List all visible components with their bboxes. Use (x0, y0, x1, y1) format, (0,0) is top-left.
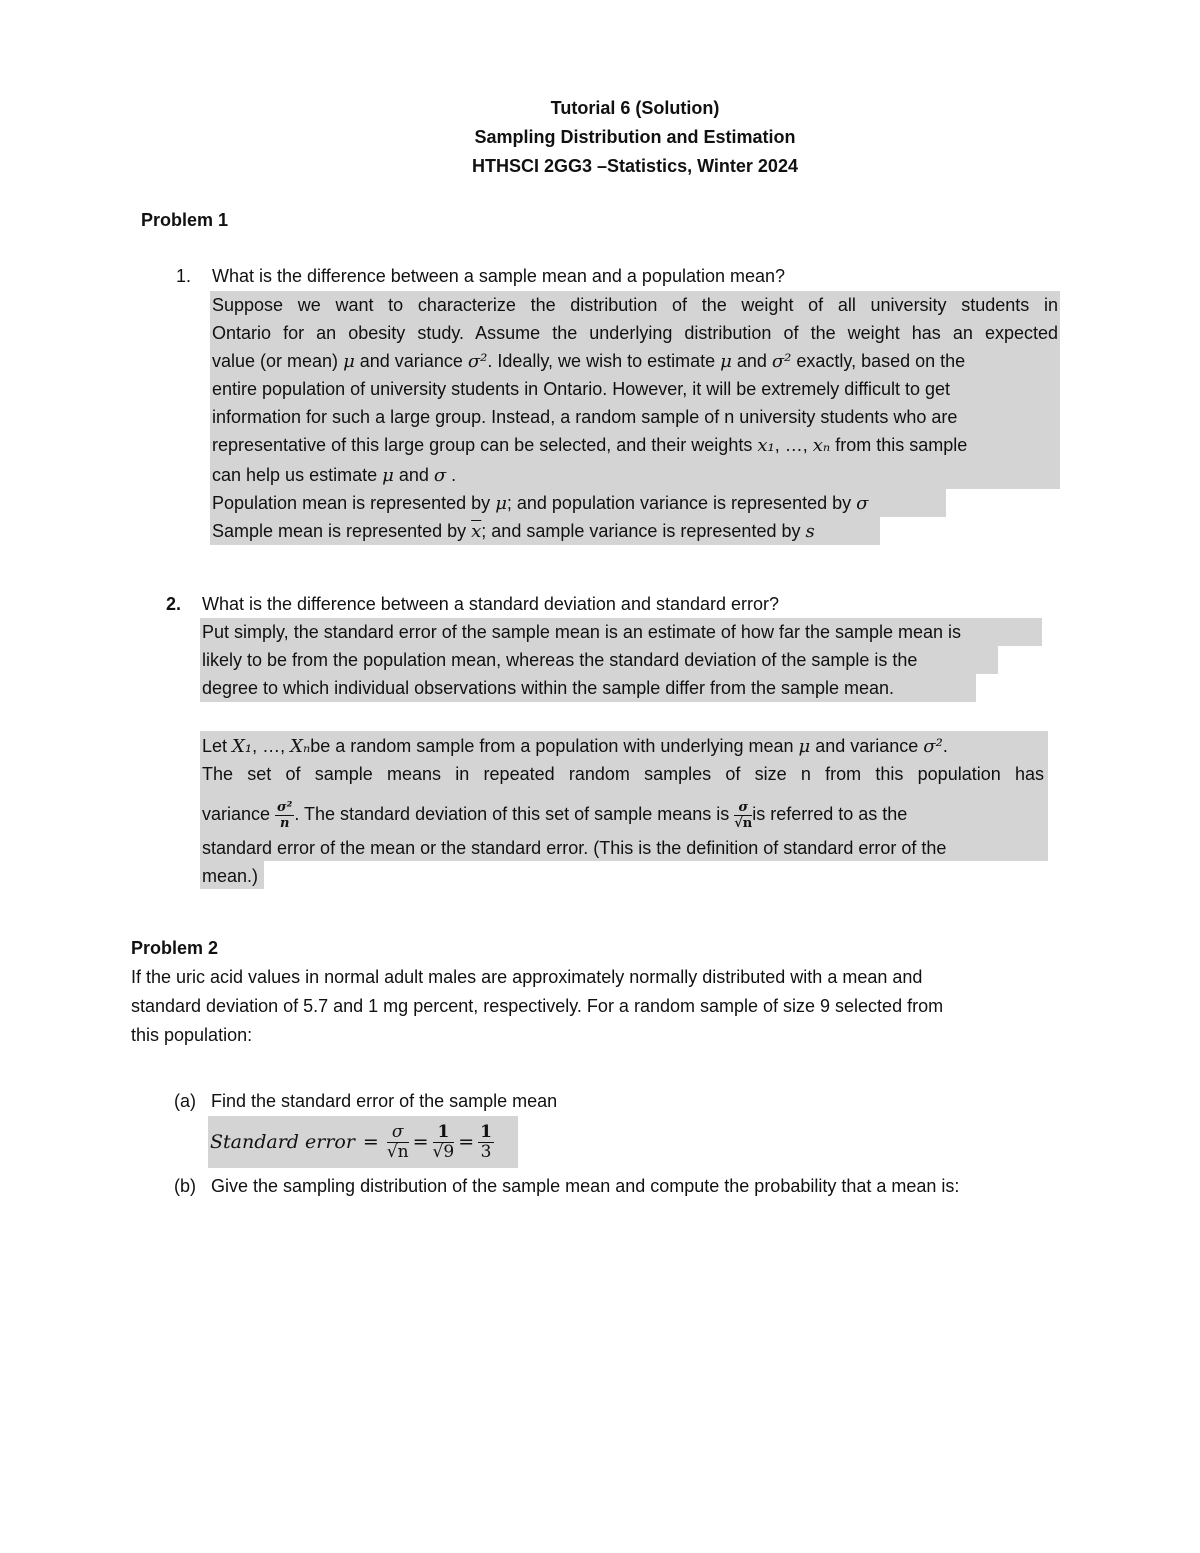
q1-question: What is the difference between a sample mean and a population mean? (212, 266, 786, 286)
std-error-fraction: $\frac{\sigma}{√n}$ (734, 799, 753, 831)
q1-answer-line9: Sample mean is represented by $\overline{x}$; and sample variance is represented by s (212, 521, 815, 542)
variance-fraction: $\frac{\text{σ²}}{n}$ (277, 799, 293, 831)
problem2-intro-line3: this population: (131, 1025, 253, 1045)
q1-answer-line5: information for such a large group. Instead, a random sample of n university students who are (212, 407, 958, 427)
q1-answer-line7: can help us estimate μ and σ . (212, 465, 457, 486)
q2-answer-line3: degree to which individual observations within the sample differ from the sample mean. (202, 678, 895, 698)
q2-number: 2. (166, 594, 182, 614)
problem2-intro-line1: If the uric acid values in normal adult males are approximately normally distributed with a mean and (131, 967, 923, 987)
part-b-text: Give the sampling distribution of the sample mean and compute the probability that a mean is: (211, 1176, 960, 1196)
standard-error-formula: Standard error = $\frac{\sigma}{√n}$ = $\frac{1}{√9}$ = $\frac{1}{3}$ (210, 1121, 492, 1162)
part-a-label: (a) (174, 1091, 196, 1111)
part-a-text: Find the standard error of the sample mean (211, 1091, 558, 1111)
q1-number: 1. (176, 266, 192, 286)
q1-answer-line1: Suppose we want to characterize the distribution of the weight of all university students in (212, 295, 1058, 315)
q2-def-line5: mean.) (202, 866, 259, 886)
q2-def-line4: standard error of the mean or the standard error. (This is the definition of standard error of the (202, 838, 947, 858)
problem1-heading: Problem 1 (141, 210, 229, 230)
q2-def-line1: Let X₁, …, Xₙbe a random sample from a population with underlying mean μ and variance σ². (202, 736, 948, 757)
q1-answer-line2: Ontario for an obesity study. Assume the underlying distribution of the weight has an expected (212, 323, 1058, 343)
doc-title: Tutorial 6 (Solution) (550, 98, 720, 118)
q2-answer-line1: Put simply, the standard error of the sample mean is an estimate of how far the sample mean is (202, 622, 962, 642)
q1-answer-line4: entire population of university students in Ontario. However, it will be extremely difficult to get (212, 379, 951, 399)
problem2-intro-line2: standard deviation of 5.7 and 1 mg percent, respectively. For a random sample of size 9 selected from (131, 996, 944, 1016)
q2-def-line3: variance $\frac{\text{σ²}}{n}$ . The standard deviation of this set of sample means is $\frac{\sigma}{√n}$ is referred to as the (202, 799, 908, 831)
q1-answer-line3: value (or mean) μ and variance σ². Ideally, we wish to estimate μ and σ² exactly, based on the (212, 351, 966, 372)
q1-answer-line8: Population mean is represented by μ; and population variance is represented by σ (212, 493, 869, 514)
document-header (0, 94, 1200, 181)
q1-answer-line6: representative of this large group can be selected, and their weights x₁, …, xₙ from this sample (212, 435, 968, 456)
part-b-label: (b) (174, 1176, 196, 1196)
q2-question: What is the difference between a standard deviation and standard error? (202, 594, 780, 614)
problem2-heading: Problem 2 (131, 938, 219, 958)
q2-def-line2: The set of sample means in repeated random samples of size n from this population has (202, 764, 1044, 784)
doc-course: HTHSCI 2GG3 –Statistics, Winter 2024 (472, 156, 798, 176)
q2-answer-line2: likely to be from the population mean, whereas the standard deviation of the sample is the (202, 650, 918, 670)
doc-subtitle: Sampling Distribution and Estimation (474, 127, 796, 147)
